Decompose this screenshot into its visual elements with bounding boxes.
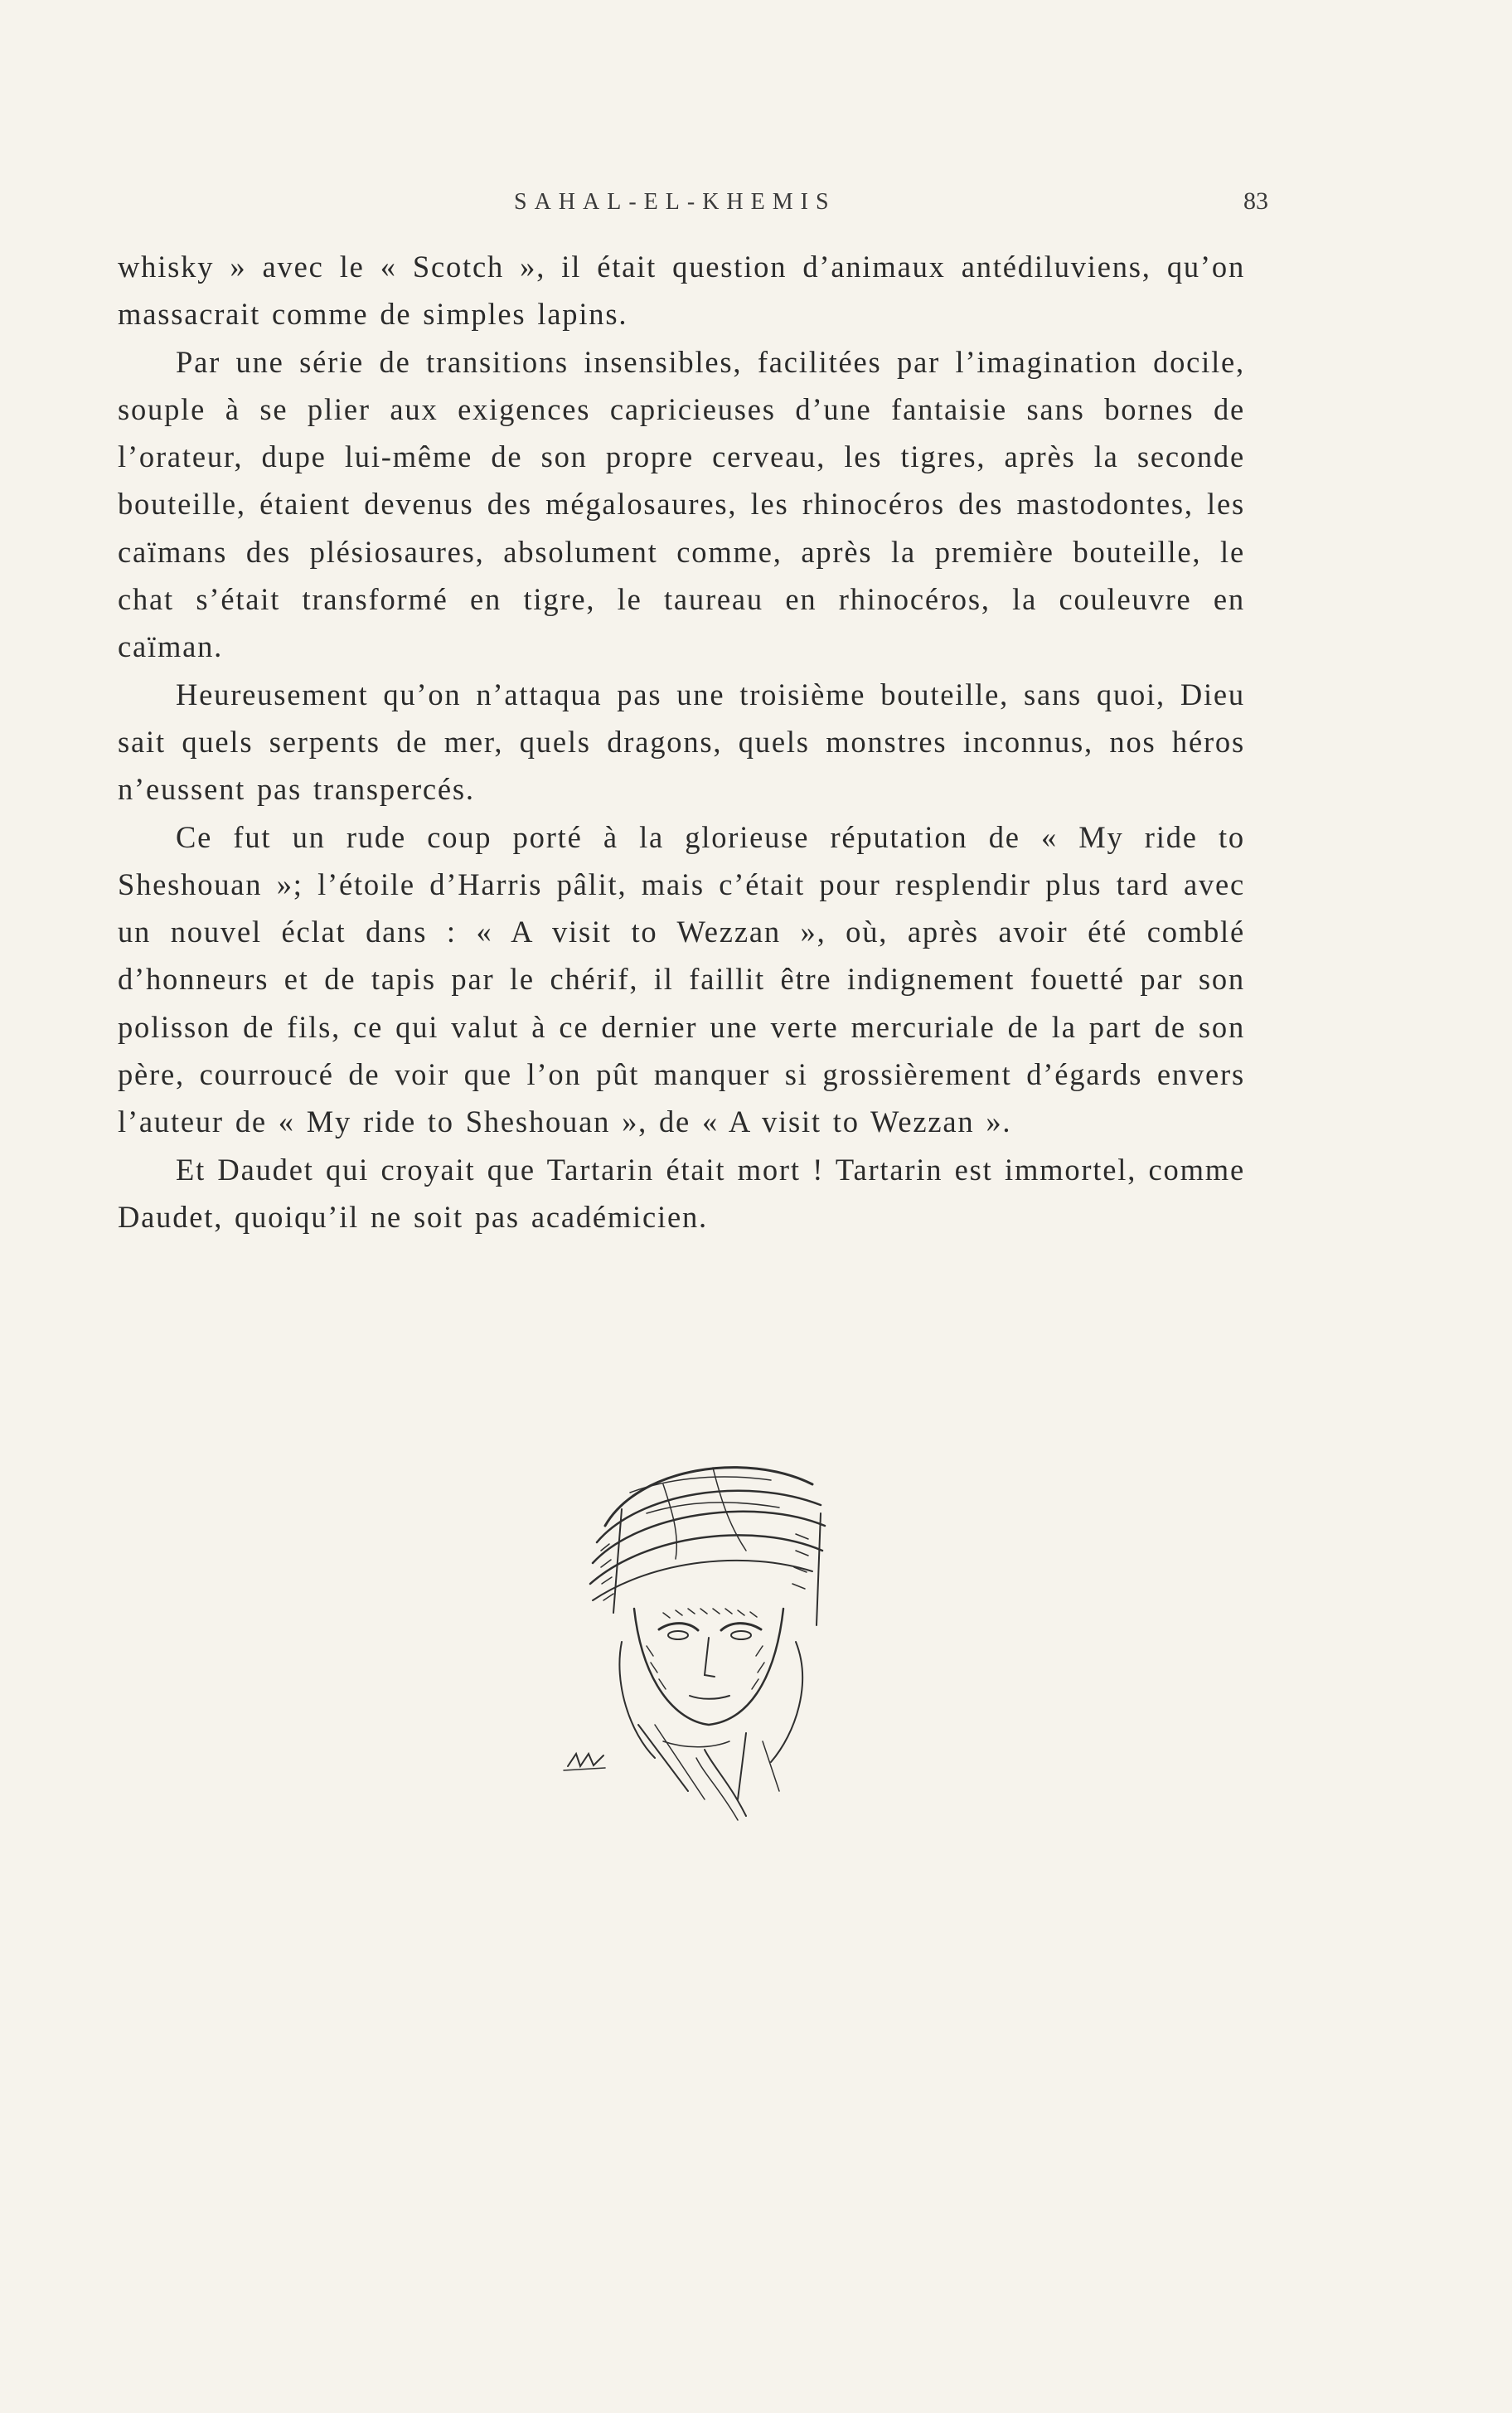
paragraph-continuation: whisky » avec le « Scotch », il était question d’animaux antédiluviens, qu’on massacrait comme de simples lapins. xyxy=(118,250,1245,332)
turbaned-figure-illustration xyxy=(497,1435,912,1824)
paragraph: Ce fut un rude coup porté à la glorieuse réputation de « My ride to Sheshouan »; l’étoile d’Harris pâlit, mais c’était pour resplendir plus tard avec un nouvel éclat dans : « A visit to Wezzan », où, après avoir été comblé d’honneurs et de tapis par le chérif, il faillit être indignement fouetté par son polisson de fils, ce qui valut à ce dernier une verte mercuriale de la part de son père, courroucé de voir que l’on pût manquer si grossièrement d’égards envers l’auteur de « My ride to Sheshouan », de « A visit to Wezzan ». xyxy=(118,819,1245,1139)
paragraph: Par une série de transitions insensibles, facilitées par l’imagination docile, souple à se plier aux exigences capricieuses d’une fantaisie sans bornes de l’orateur, dupe lui-même de son propre cerveau, les tigres, après la seconde bouteille, étaient devenus des mégalosaures, les rhinocéros des mastodontes, les caïmans des plésiosaures, absolument comme, après la première bouteille, le chat s’était transformé en tigre, le taureau en rhinocéros, la couleuvre en caïman. xyxy=(118,344,1245,664)
paragraph: Et Daudet qui croyait que Tartarin était mort ! Tartarin est immortel, comme Daudet, quoiqu’il ne soit pas académicien. xyxy=(118,1152,1245,1234)
paragraph: Heureusement qu’on n’attaqua pas une troisième bouteille, sans quoi, Dieu sait quels serpents de mer, quels dragons, quels monstres inconnus, nos héros n’eussent pas transpercés. xyxy=(118,677,1245,807)
page-number: 83 xyxy=(1243,187,1268,215)
body-text xyxy=(118,243,1245,1240)
running-head: SAHAL-EL-KHEMIS xyxy=(514,189,836,215)
